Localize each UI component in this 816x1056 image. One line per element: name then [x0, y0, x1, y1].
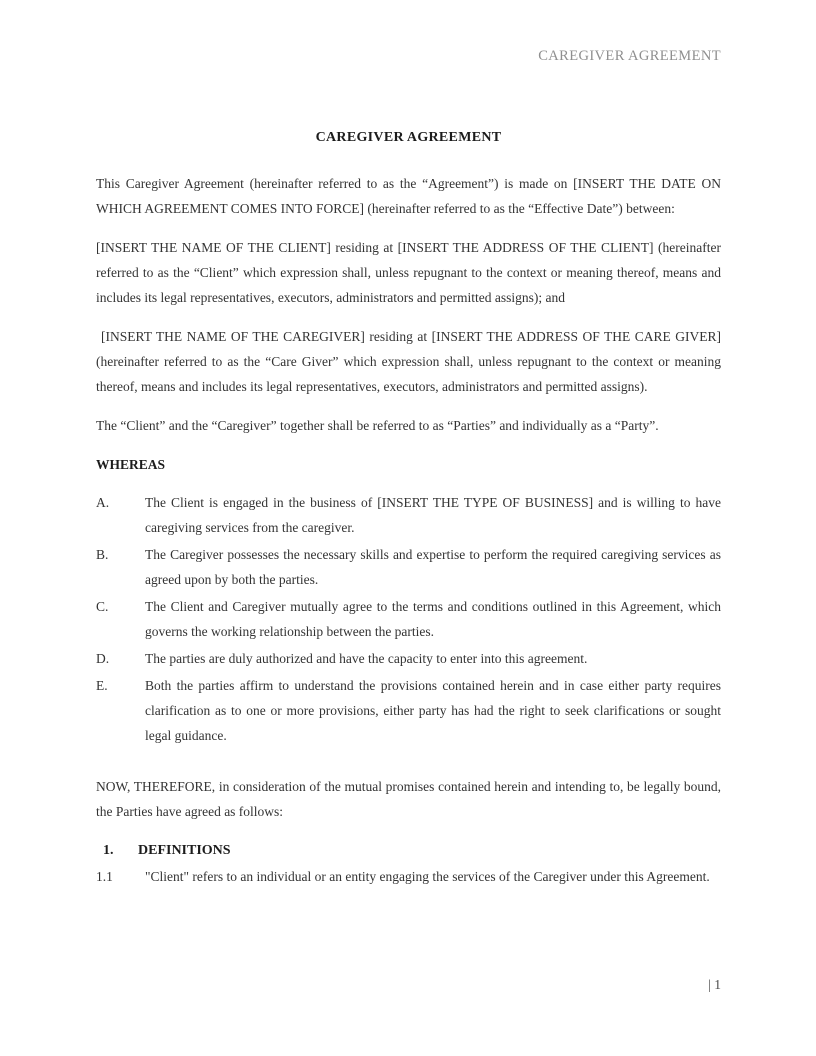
running-header: CAREGIVER AGREEMENT [538, 48, 721, 64]
recital-text: The parties are duly authorized and have the capacity to enter into this agreement. [145, 651, 588, 666]
document-title: CAREGIVER AGREEMENT [315, 130, 502, 145]
section-heading-definitions [96, 838, 721, 863]
recital-item [96, 646, 721, 671]
section-number: 1. [103, 843, 114, 858]
definition-item [96, 864, 721, 889]
recital-text: The Client and Caregiver mutually agree to the terms and conditions outlined in this Agreement, which governs the working relationship between the parties. [145, 599, 721, 639]
recital-label: A. [96, 495, 110, 510]
paragraph-client: [INSERT THE NAME OF THE CLIENT] residing at [INSERT THE ADDRESS OF THE CLIENT] (hereinafter referred to as the “Client” which expression shall, unless repugnant to the context or meaning thereof, means and includes its legal representatives, executors, administrators and permitted assigns); and [96, 240, 721, 305]
definition-text: "Client" refers to an individual or an entity engaging the services of the Caregiver under this Agreement. [145, 869, 710, 884]
recital-label: B. [96, 547, 109, 562]
paragraph-intro: This Caregiver Agreement (hereinafter referred to as the “Agreement”) is made on [INSERT THE DATE ON WHICH AGREEMENT COMES INTO FORCE] (hereinafter referred to as the “Effective Date”) between: [96, 176, 721, 216]
recital-text: Both the parties affirm to understand the provisions contained herein and in case either party requires clarification as to one or more provisions, either party has had the right to seek clarifications or sought legal guidance. [145, 678, 721, 743]
recital-text: The Client is engaged in the business of [INSERT THE TYPE OF BUSINESS] and is willing to have caregiving services from the caregiver. [145, 495, 721, 535]
whereas-heading: WHEREAS [96, 457, 166, 472]
paragraph-parties: The “Client” and the “Caregiver” together shall be referred to as “Parties” and individually as a “Party”. [96, 418, 659, 433]
paragraph-now-therefore: NOW, THEREFORE, in consideration of the mutual promises contained herein and intending to, be legally bound, the Parties have agreed as follows: [96, 779, 721, 819]
recital-text: The Caregiver possesses the necessary skills and expertise to perform the required caregiving services as agreed upon by both the parties. [145, 547, 721, 587]
page-number: | 1 [708, 977, 721, 992]
recital-label: E. [96, 678, 108, 693]
section-heading-text: DEFINITIONS [138, 843, 231, 858]
definition-number: 1.1 [96, 869, 113, 884]
recitals-list [96, 490, 721, 748]
recital-item [96, 542, 721, 592]
document-body [96, 130, 721, 891]
recital-item [96, 490, 721, 540]
recital-label: C. [96, 599, 109, 614]
recital-label: D. [96, 651, 110, 666]
recital-item [96, 594, 721, 644]
recital-item [96, 673, 721, 748]
paragraph-caregiver: [INSERT THE NAME OF THE CAREGIVER] residing at [INSERT THE ADDRESS OF THE CARE GIVER] (hereinafter referred to as the “Care Giver” which expression shall, unless repugnant to the context or meaning thereof, means and includes its legal representatives, executors, administrators and permitted assigns). [96, 329, 721, 394]
